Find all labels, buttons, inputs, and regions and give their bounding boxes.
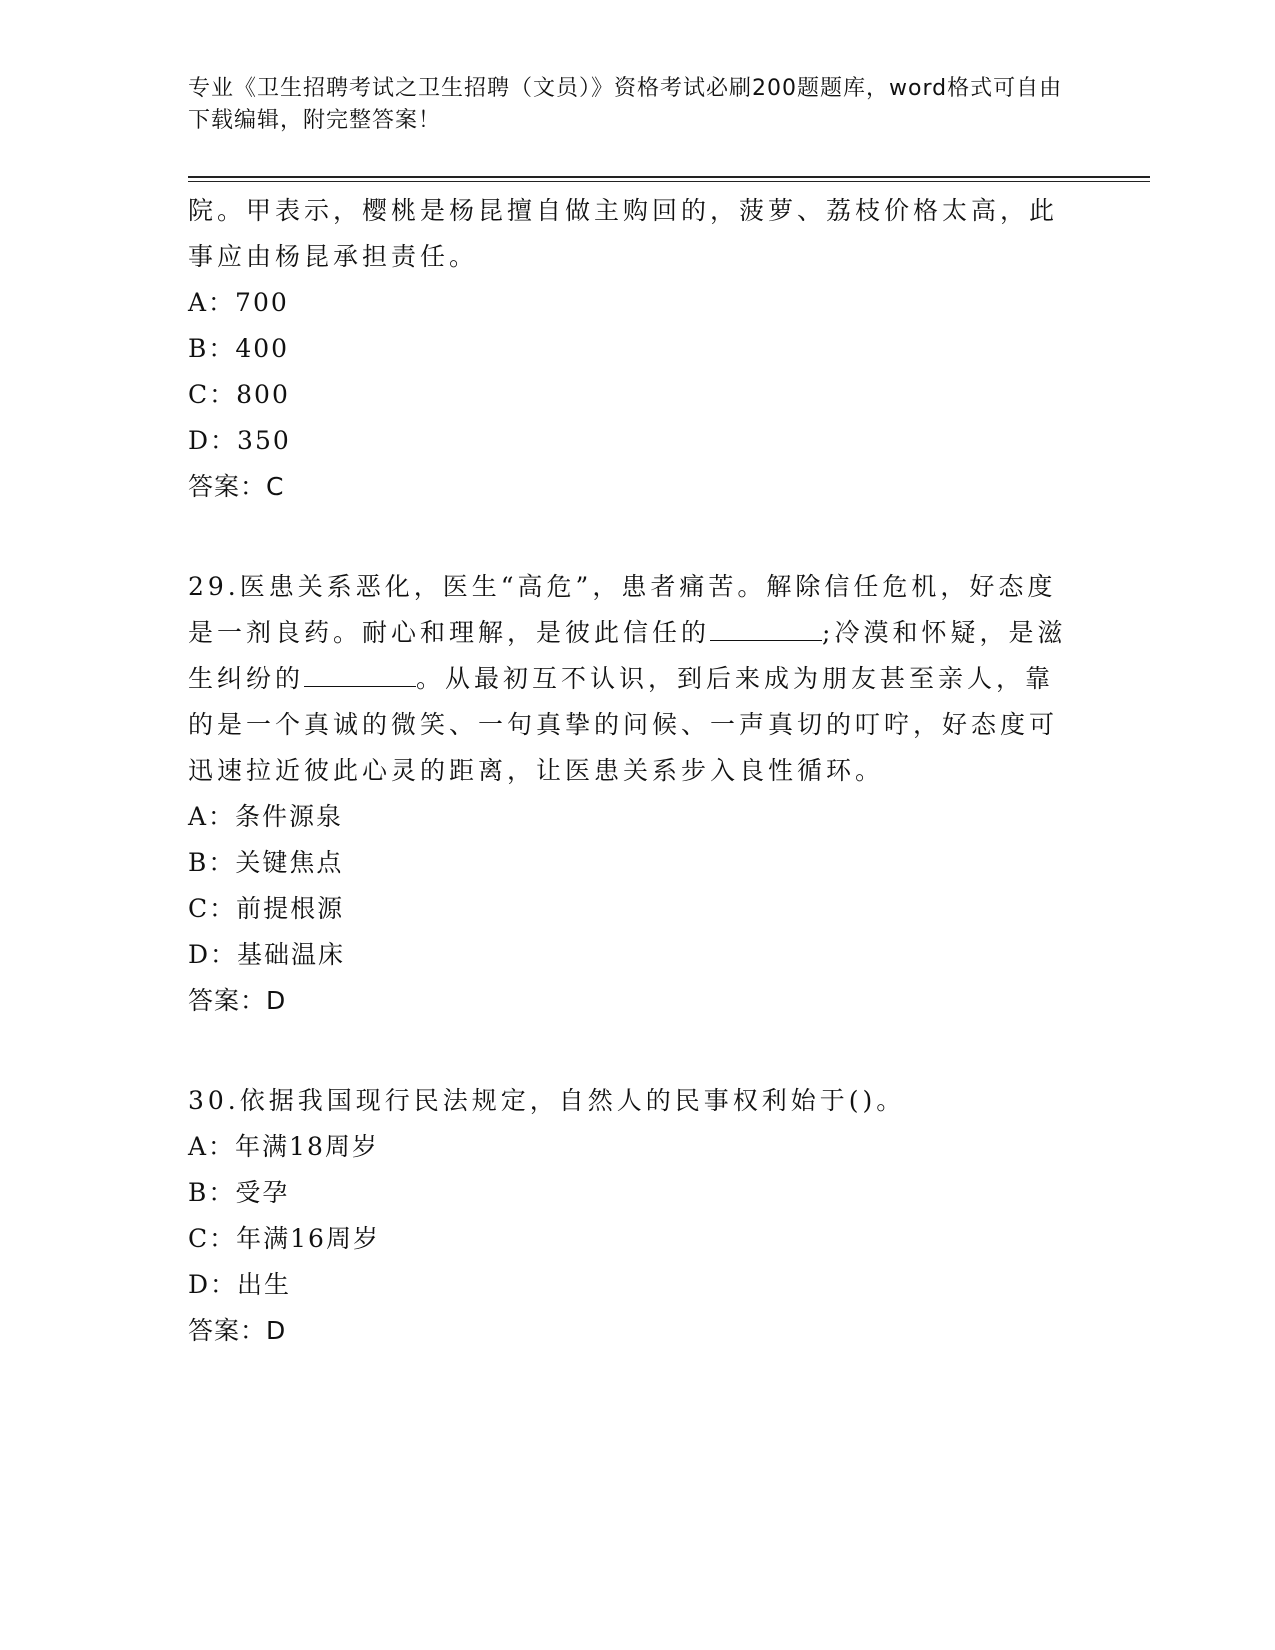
question-30: [188, 1078, 1068, 1354]
question-spacer: [188, 510, 1068, 564]
question-30-text: 30.依据我国现行民法规定，自然人的民事权利始于()。: [188, 1086, 906, 1115]
question-29-text-part3: 。从最初互不认识，到后来成为朋友甚至亲人，靠的是一个真诚的微笑、一句真挚的问候、一声真切的叮咛，好态度可迅速拉近彼此心灵的距离，让医患关系步入良性循环。: [188, 664, 1059, 785]
question-28-option-a: A：700: [188, 288, 289, 317]
question-30-option-d: D：出生: [188, 1270, 292, 1299]
question-28-option-b: B：400: [188, 334, 290, 363]
question-28: [188, 188, 1068, 510]
question-29-option-a: A：条件源泉: [188, 802, 344, 831]
question-29-text-part2: ;冷漠和怀疑，是滋生纠纷的: [188, 618, 1067, 693]
question-29-option-c: C：前提根源: [188, 894, 345, 923]
question-28-answer: 答案：C: [188, 472, 285, 501]
question-28-option-d: D：350: [188, 426, 291, 455]
question-28-text: 院。甲表示，樱桃是杨昆擅自做主购回的，菠萝、荔枝价格太高，此事应由杨昆承担责任。: [188, 196, 1059, 271]
question-29-option-d: D：基础温床: [188, 940, 346, 969]
question-29-text: [188, 564, 1068, 794]
fill-blank-2: [304, 662, 416, 687]
question-spacer: [188, 1024, 1068, 1078]
question-30-option-b: B：受孕: [188, 1178, 290, 1207]
question-29-option-b: B：关键焦点: [188, 848, 344, 877]
header-title: 专业《卫生招聘考试之卫生招聘（文员）》资格考试必刷200题题库，word格式可自由下载编辑，附完整答案！: [188, 76, 1063, 133]
question-29-answer: 答案：D: [188, 986, 287, 1015]
question-30-option-c: C：年满16周岁: [188, 1224, 380, 1253]
question-29-text-part1: 29.医患关系恶化，医生“高危”，患者痛苦。解除信任危机，好态度是一剂良药。耐心和理解，是彼此信任的: [188, 572, 1057, 647]
fill-blank-1: [710, 616, 822, 641]
question-29: [188, 564, 1068, 1024]
question-30-option-a: A：年满18周岁: [188, 1132, 379, 1161]
document-body: [188, 188, 1068, 1354]
question-30-answer: 答案：D: [188, 1316, 287, 1345]
question-28-option-c: C：800: [188, 380, 290, 409]
header-divider: [188, 176, 1150, 182]
document-header: [188, 73, 1068, 137]
